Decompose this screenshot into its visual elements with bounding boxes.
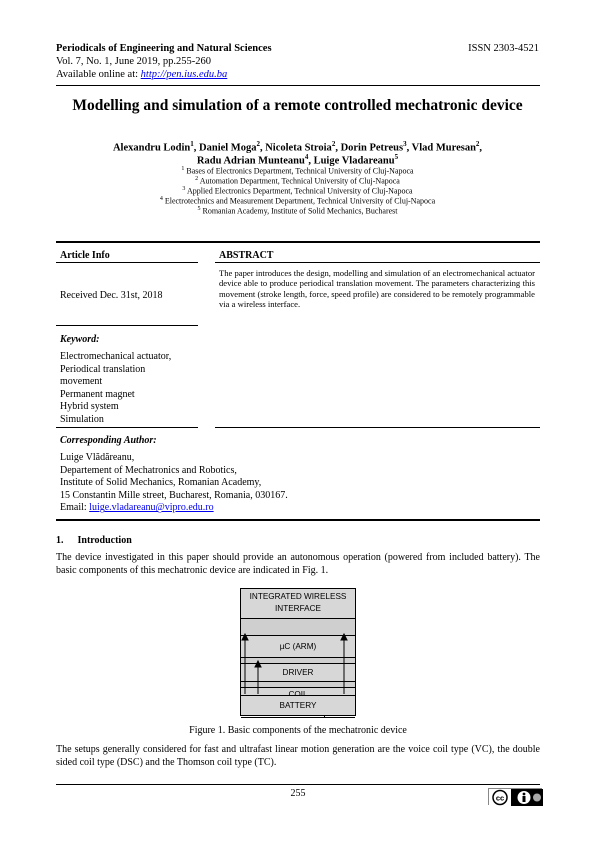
intro-paragraph-2: The setups generally considered for fast and ultrafast linear motion generation are the voice coil type (VC), the double sided coil type (DSC) and the Thomson coil type (TC).	[56, 744, 540, 768]
available-label: Available online at:	[56, 69, 141, 80]
corresponding-author-block	[60, 452, 288, 515]
cc-by-icon	[489, 789, 543, 806]
authors-line-1: Alexandru Lodin$^1$, Daniel Moga$^2$, Nicoleta Stroia$^2$, Dorin Petreus$^3$, Vlad Muresan$^2$,	[112, 140, 483, 154]
availability	[56, 69, 227, 80]
authors-line-2: Radu Adrian Munteanu$^4$, Luige Vladareanu$^5$	[196, 153, 399, 167]
author: Alexandru Lodin	[112, 142, 191, 154]
footer-divider	[56, 784, 540, 785]
corresponding-line: Institute of Solid Mechanics, Romanian Academy,	[60, 477, 262, 489]
journal-name: Periodicals of Engineering and Natural Sciences	[56, 43, 272, 54]
intro-paragraph-1: The device investigated in this paper should provide an autonomous operation (powered from included battery). The basic components of this mechatronic device are indicated in Fig. 1.	[56, 552, 540, 576]
abstract-heading: ABSTRACT	[219, 250, 274, 261]
page-number: 255	[290, 788, 306, 799]
arrow-head-up-icon	[242, 634, 248, 640]
author: Radu Adrian Munteanu	[196, 155, 305, 167]
affiliation-1: $^1$ Bases of Electronics Department, Technical University of Cluj-Napoca	[181, 166, 414, 176]
corresponding-line: Departement of Mechatronics and Robotics,	[60, 464, 237, 476]
info-box-top-rule	[56, 241, 540, 243]
affiliation-3: $^3$ Applied Electronics Department, Technical University of Cluj-Napoca	[182, 186, 413, 196]
creative-commons-badge[interactable]	[488, 788, 542, 805]
received-date: Received Dec. 31st, 2018	[60, 290, 163, 301]
keyword: Electromechanical actuator,	[60, 351, 172, 362]
author: Luige Vladareanu	[313, 155, 395, 167]
article-info-heading: Article Info	[60, 250, 110, 261]
keyword-list	[60, 351, 171, 426]
arrow-head-up-icon	[341, 634, 347, 640]
keyword: Hybrid system	[60, 401, 119, 412]
paper-title: Modelling and simulation of a remote controlled mechatronic device	[72, 97, 523, 114]
abstract-bottom-rule	[215, 427, 540, 428]
figure-caption: Figure 1. Basic components of the mechatronic device	[189, 725, 407, 736]
header-divider	[56, 85, 540, 86]
battery-block: BATTERY	[240, 695, 356, 716]
keyword-heading: Keyword:	[60, 334, 100, 345]
keyword: Permanent magnet	[60, 388, 135, 400]
keyword: Simulation	[60, 413, 104, 425]
driver-block: DRIVER	[241, 664, 355, 682]
affiliation-2: $^2$ Automation Department, Technical University of Cluj-Napoca	[195, 176, 400, 186]
microcontroller-block: µC (ARM)	[241, 636, 355, 658]
author: Daniel Moga	[199, 142, 257, 154]
corresponding-heading: Corresponding Author:	[60, 435, 157, 446]
svg-text:cc: cc	[495, 793, 505, 803]
author: Vlad Muresan	[411, 142, 476, 154]
author: Dorin Petreus	[340, 142, 404, 154]
corresponding-line: Luige Vlădăreanu,	[60, 452, 135, 463]
section-heading: 1. Introduction	[56, 535, 132, 546]
email-line: Email: luige.vladareanu@vipro.edu.ro	[60, 502, 214, 514]
corresponding-line: 15 Constantin Mille street, Bucharest, Romania, 030167.	[60, 489, 288, 501]
abstract-text: The paper introduces the design, modelling and simulation of an electromechanical actuator device able to produce periodical translation movement. The parameters characterizing this movement (stroke length, force, speed profile) are considered to be remotely programmable via a wireless interface.	[219, 268, 535, 310]
keyword: movement	[60, 376, 103, 387]
affiliation-5: $^5$ Romanian Academy, Institute of Solid Mechanics, Bucharest	[197, 206, 398, 216]
article-info-rule	[56, 262, 198, 263]
figure-arrows	[240, 588, 356, 696]
received-rule	[56, 325, 198, 326]
author: Nicoleta Stroia	[265, 142, 332, 154]
arrow-head-up-icon	[255, 661, 261, 667]
keyword: Periodical translation	[60, 363, 146, 375]
info-box-bottom-rule	[56, 519, 540, 521]
email-link[interactable]: luige.vladareanu@vipro.edu.ro	[89, 502, 214, 514]
volume-info: Vol. 7, No. 1, June 2019, pp.255-260	[56, 56, 211, 67]
issn: ISSN 2303-4521	[468, 43, 539, 54]
journal-url-link[interactable]: http://pen.ius.edu.ba	[140, 69, 228, 80]
keyword-rule	[56, 427, 198, 428]
wireless-interface-block: INTEGRATED WIRELESS INTERFACE	[241, 589, 355, 619]
affiliation-4: $^4$ Electrotechnics and Measurement Department, Technical University of Cluj-Napoca	[159, 196, 436, 206]
abstract-rule	[215, 262, 540, 263]
